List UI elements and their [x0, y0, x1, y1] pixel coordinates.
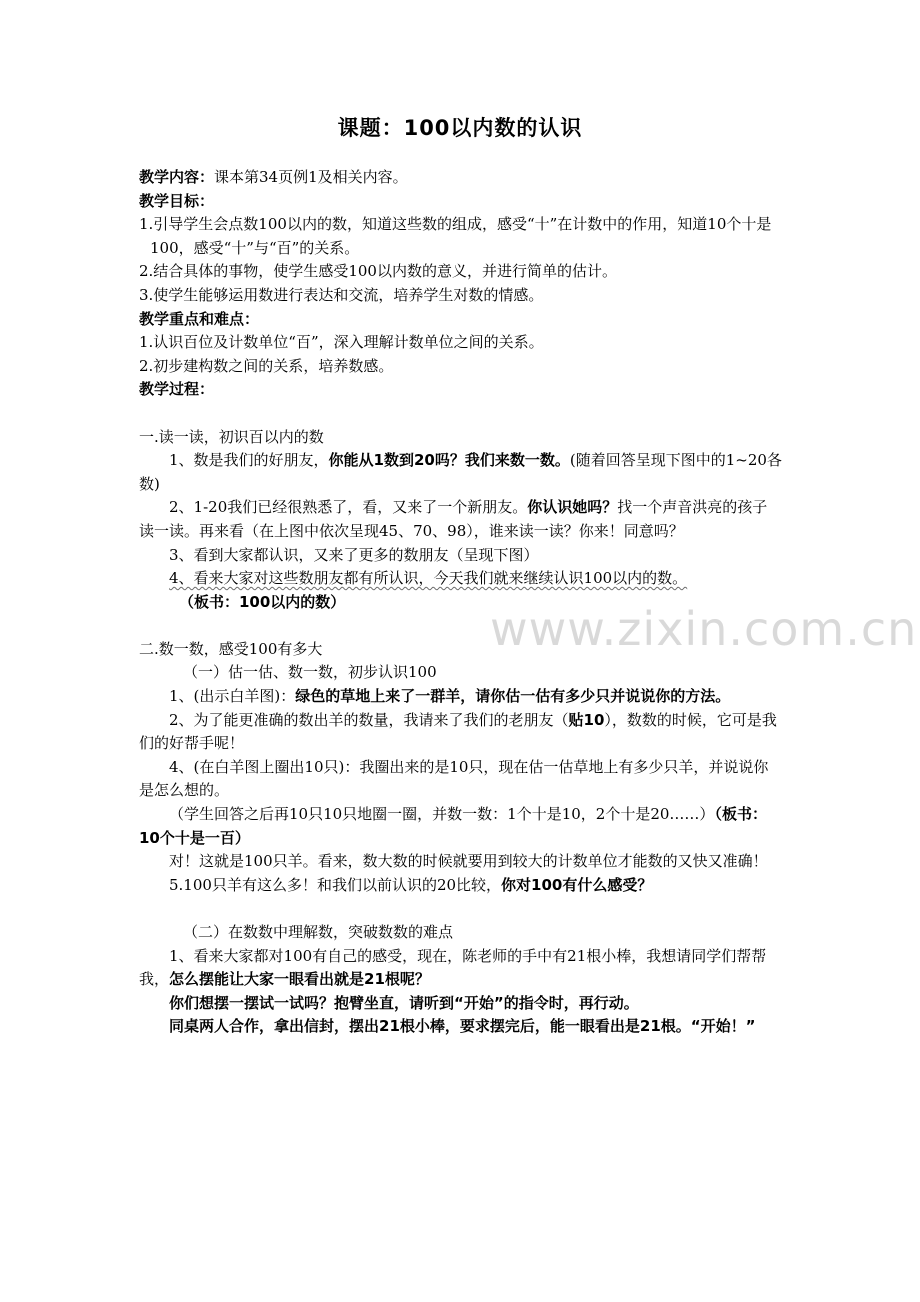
- goal-item: 1.引导学生会点数100以内的数，知道这些数的组成，感受“十”在计数中的作用，知道10个十是100，感受“十”与“百”的关系。: [139, 215, 772, 257]
- document-body: [139, 166, 782, 1039]
- page-title: 课题：100以内数的认识: [337, 116, 583, 140]
- goal-item: 3.使学生能够运用数进行表达和交流，培养学生对数的情感。: [139, 285, 544, 304]
- watermark: www.zixin.com.cn: [490, 602, 918, 656]
- board-note: （板书：100以内的数）: [179, 592, 346, 611]
- process-label: 教学过程：: [139, 380, 215, 399]
- section-1-heading: 一.读一读，初识百以内的数: [139, 427, 324, 446]
- goal-item: 2.结合具体的事物，使学生感受100以内数的意义，并进行简单的估计。: [139, 262, 617, 281]
- paragraph: 3、看到大家都认识，又来了更多的数朋友（呈现下图）: [169, 545, 539, 564]
- paragraph: 1、数是我们的好朋友，你能从1数到20吗？我们来数一数。(随着回答呈现下图中的1~20各数): [139, 451, 782, 493]
- paragraph: 2、为了能更准确的数出羊的数量，我请来了我们的老朋友（贴10），数数的时候，它可是我们的好帮手呢！: [139, 710, 777, 753]
- paragraph: 2、1-20我们已经很熟悉了，看，又来了一个新朋友。你认识她吗？找一个声音洪亮的孩子读一读。再来看（在上图中依次呈现45、70、98），谁来读一读？你来！同意吗？: [139, 498, 768, 540]
- teaching-content-text: 课本第34页例1及相关内容。: [214, 168, 408, 186]
- section-2-heading: 二.数一数，感受100有多大: [139, 639, 323, 658]
- paragraph: 5.100只羊有这么多！和我们以前认识的20比较，你对100有什么感受？: [169, 875, 653, 894]
- teaching-content-line: [139, 166, 782, 190]
- paragraph: （学生回答之后再10只10只地圈一圈，并数一数：1个十是10，2个十是20……）（板书：10个十是一百）: [139, 805, 767, 847]
- paragraph: 你们想摆一摆试一试吗？抱臂坐直，请听到“开始”的指令时，再行动。: [169, 993, 639, 1012]
- paragraph: 4、(在白羊图上圈出10只)：我圈出来的是10只，现在估一估草地上有多少只羊，并说说你是怎么想的。: [139, 757, 769, 800]
- paragraph: 对！这就是100只羊。看来，数大数的时候就要用到较大的计数单位才能数的又快又准确！: [169, 852, 768, 871]
- keypoints-label: 教学重点和难点：: [139, 309, 260, 328]
- paragraph: 1、(出示白羊图)：绿色的草地上来了一群羊，请你估一估有多少只并说说你的方法。: [169, 687, 731, 706]
- subsection-heading: （一）估一估、数一数，初步认识100: [183, 663, 437, 682]
- teaching-goals-label: 教学目标：: [139, 191, 215, 210]
- paragraph: 1、看来大家都对100有自己的感受，现在，陈老师的手中有21根小棒，我想请同学们帮帮我，怎么摆能让大家一眼看出就是21根呢？: [139, 946, 767, 989]
- teaching-content-label: 教学内容：: [139, 168, 215, 186]
- subsection-heading: （二）在数数中理解数，突破数数的难点: [183, 923, 454, 941]
- paragraph: 4、看来大家对这些数朋友都有所认识，今天我们就来继续认识100以内的数。: [169, 569, 688, 588]
- keypoint-item: 2.初步建构数之间的关系，培养数感。: [139, 356, 394, 375]
- keypoint-item: 1.认识百位及计数单位“百”，深入理解计数单位之间的关系。: [139, 333, 544, 352]
- paragraph: 同桌两人合作，拿出信封，摆出21根小棒，要求摆完后，能一眼看出是21根。“开始！”: [169, 1017, 756, 1036]
